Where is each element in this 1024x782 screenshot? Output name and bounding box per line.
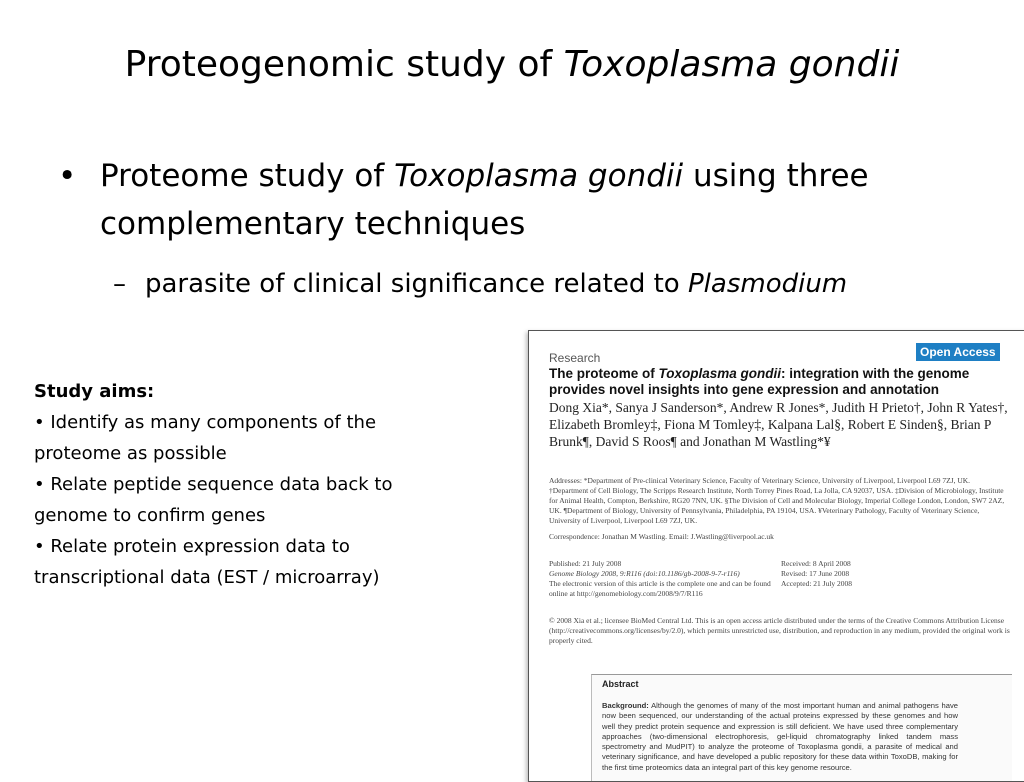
paper-screenshot [528, 330, 1024, 782]
paper-correspondence: Correspondence: Jonathan M Wastling. Email: J.Wastling@liverpool.ac.uk [549, 532, 774, 541]
bullet-dot-icon: • [58, 158, 77, 194]
study-aim-item: • Identify as many components of the proteome as possible [34, 412, 377, 464]
paper-title: The proteome of Toxoplasma gondii: integration with the genome provides novel insights into gene expression and annotation [549, 366, 970, 397]
dash-icon: – [113, 269, 126, 299]
slide-title-italic: Toxoplasma gondii [563, 44, 900, 85]
paper-abstract [591, 674, 1012, 782]
paper-addresses: Addresses: *Department of Pre-clinical Veterinary Science, Faculty of Veterinary Science, University of Liverpool, Liverpool L69 7ZJ, UK. †Department of Cell Biology, The Scripps Research Institute, North Torrey Pines Road, La Jolla, CA 92037, USA. ‡Division of Microbiology, Institute for Animal Health, Compton, Berkshire, RG20 7NN, UK. §The Division of Cell and Molecular Biology, Imperial College London, London, SW7 2AZ, UK. ¶Department of Biology, University of Pennsylvania, Philadelphia, PA 19104, USA. ¥Veterinary Pathology, Faculty of Veterinary Science, University of Liverpool, Liverpool L69 7ZJ, UK. [549, 476, 1005, 525]
paper-publication-info: Published: 21 July 2008 Genome Biology 2008, 9:R116 (doi:10.1186/gb-2008-9-7-r116) The electronic version of this article is the complete one and can be found online at http://genomebiology.com/2008/9/7/R116 [549, 559, 771, 598]
study-aim-item: • Relate peptide sequence data back to genome to confirm genes [34, 474, 393, 526]
abstract-text: Background: Although the genomes of many of the most important human and animal pathogens have now been sequenced, our understanding of the actual proteins expressed by these genomes and how well they predict protein sequence and expression is still deficient. We have used three complementary approaches (two-dimensional electrophoresis, gel-liquid chromatography linked tandem mass spectrometry and MudPIT) to analyze the proteome of Toxoplasma gondii, a parasite of medical and veterinary significance, and have developed a public repository for these data within ToxoDB, making for the first time proteomics data an integral part of this key genome resource. [602, 701, 958, 772]
bullet-proteome-study: • Proteome study of Toxoplasma gondii using three complementary techniques [100, 152, 1000, 248]
study-aims [34, 376, 454, 593]
open-access-badge: Open Access [916, 343, 1000, 361]
sub-bullet-parasite: – parasite of clinical significance related to Plasmodium [145, 264, 847, 304]
slide-title: Proteogenomic study of Toxoplasma gondii [124, 44, 900, 85]
paper-dates: Received: 8 April 2008 Revised: 17 June 2008 Accepted: 21 July 2008 [781, 559, 853, 588]
paper-authors: Dong Xia*, Sanya J Sanderson*, Andrew R Jones*, Judith H Prieto†, John R Yates†, Elizabeth Bromley‡, Fiona M Tomley‡, Kalpana Lal§, Robert E Sinden§, Brian P Brunk¶, David S Roos¶ and Jonathan M Wastling*¥ [549, 400, 1008, 449]
study-aims-heading: Study aims: [34, 381, 155, 402]
paper-section-label: Research [549, 351, 601, 365]
study-aim-item: • Relate protein expression data to transcriptional data (EST / microarray) [34, 536, 380, 588]
abstract-heading: Abstract [602, 679, 639, 689]
paper-license: © 2008 Xia et al.; licensee BioMed Central Ltd. This is an open access article distributed under the terms of the Creative Commons Attribution License (http://creativecommons.org/licenses/by/2.0), which permits unrestricted use, distribution, and reproduction in any medium, provided the original work is properly cited. [549, 616, 1010, 645]
